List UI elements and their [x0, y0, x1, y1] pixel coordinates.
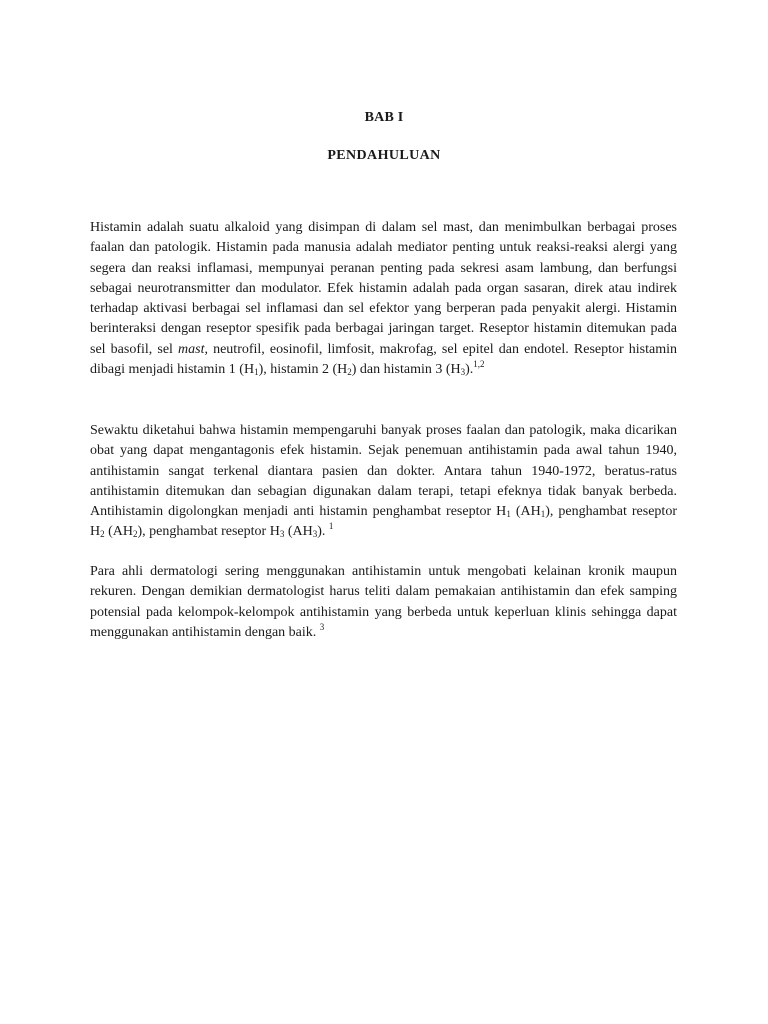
text-run: Histamin adalah suatu alkaloid yang disimpan di dalam sel mast, dan menimbulkan berbagai proses faalan dan patologik. Histamin pada manusia adalah mediator penting untuk reaksi-reaksi alergi yang segera dan reaksi inflamasi, mempunyai peranan penting pada sekresi asam lambung, dan berfungsi sebagai neurotransmitter dan modulator. Efek histamin adalah pada organ sasaran, direk atau indirek terhadap aktivasi berbagai sel inflamasi dan sel efektor yang berperan pada penyakit alergi. Histamin berinteraksi dengan reseptor spesifik pada berbagai jaringan target. Reseptor histamin ditemukan pada sel basofil, sel — [90, 220, 677, 357]
subscript: 3 — [312, 529, 318, 540]
subscript: 1 — [540, 509, 546, 520]
subscript: 2 — [347, 367, 352, 378]
citation-reference: 3 — [319, 621, 325, 632]
text-run: (AH — [284, 524, 313, 540]
subscript: 1 — [506, 509, 511, 520]
paragraph-dermatology — [90, 562, 677, 643]
text-run: Para ahli dermatologi sering menggunakan antihistamin untuk mengobati kelainan kronik maupun rekuren. Dengan demikian dermatologist harus teliti dalam pemakaian antihistamin dan efek samping potensial pada kelompok-kelompok antihistamin yang berbeda untuk keperluan klinis sehingga dapat menggunakan antihistamin dengan baik. — [90, 564, 677, 640]
subscript: 2 — [100, 529, 105, 540]
text-run: ). — [465, 362, 474, 378]
text-run: (AH — [510, 504, 541, 520]
text-run: (AH — [104, 524, 134, 540]
citation-reference: 1,2 — [473, 359, 485, 370]
subscript: 1 — [254, 367, 259, 378]
text-run: Sewaktu diketahui bahwa histamin mempengaruhi banyak proses faalan dan patologik, maka dicarikan obat yang dapat mengantagonis efek histamin. Sejak penemuan antihistamin pada awal tahun 1940, antihistamin sangat terkenal diantara pasien dan dokter. Antara tahun 1940-1972, beratus-ratus antihistamin ditemukan dan sebagian digunakan dalam terapi, tetapi efeknya tidak banyak berbeda. Antihistamin digolongkan menjadi anti histamin penghambat reseptor H — [90, 423, 677, 520]
text-run: ), penghambat reseptor H — [137, 524, 280, 540]
subscript: 3 — [460, 367, 466, 378]
text-run: ), penghambat reseptor H — [90, 504, 677, 540]
chapter-title: PENDAHULUAN — [327, 148, 441, 163]
chapter-number: BAB I — [364, 110, 404, 125]
text-run: , neutrofil, eosinofil, limfosit, makrofag, sel epitel dan endotel. Reseptor histamin dibagi menjadi histamin 1 (H — [90, 341, 677, 378]
citation-reference: 1 — [328, 521, 334, 532]
text-run: ) dan histamin 3 (H — [351, 362, 461, 378]
subscript: 3 — [279, 529, 285, 540]
text-run: ). — [317, 524, 329, 540]
paragraph-history — [90, 421, 677, 543]
text-run: ), histamin 2 (H — [258, 362, 348, 378]
paragraph-introduction — [90, 218, 677, 380]
italic-term: mast — [178, 341, 205, 357]
subscript: 2 — [133, 529, 138, 540]
